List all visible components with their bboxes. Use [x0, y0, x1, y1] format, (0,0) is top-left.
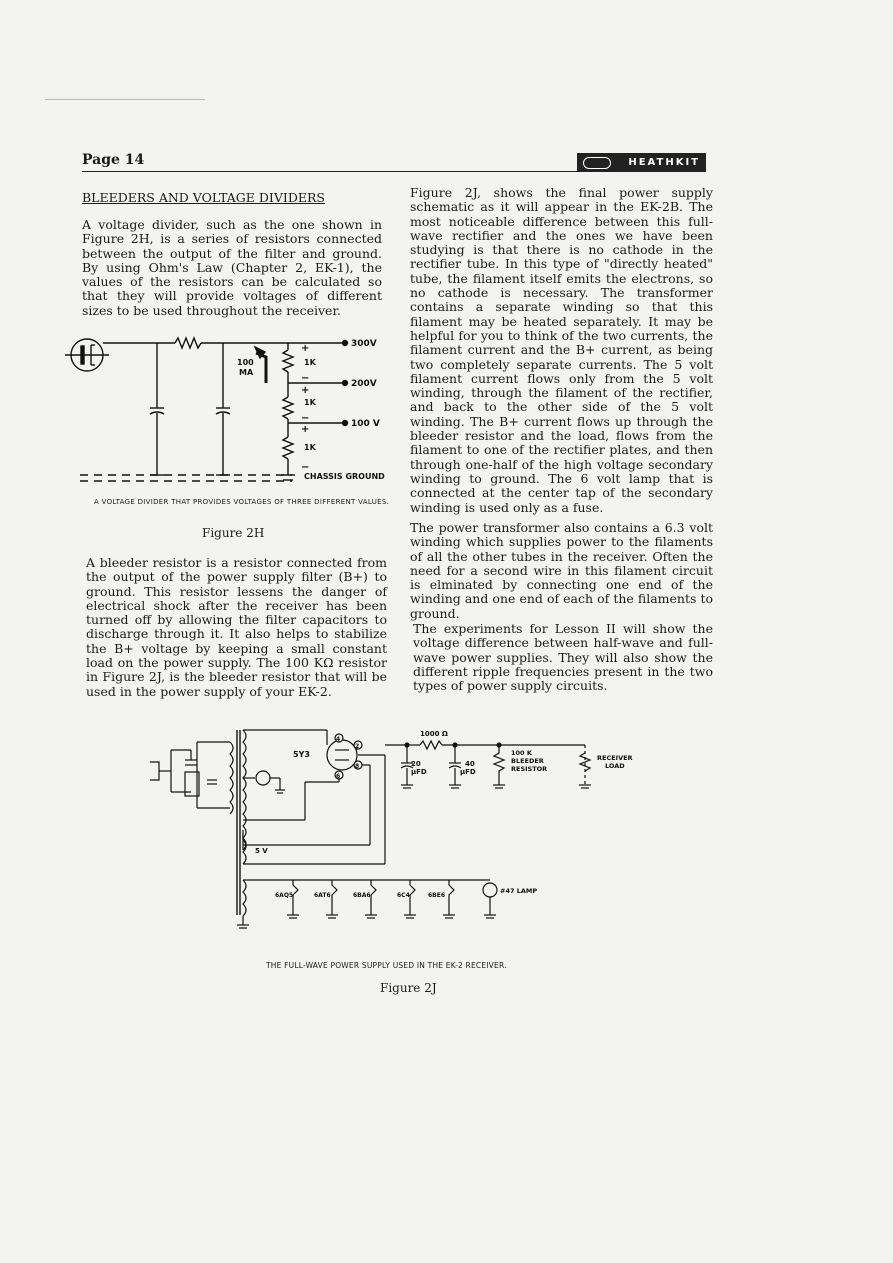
divider-resistor-2: [283, 397, 293, 419]
label-tube-6be6: 6BE6: [428, 892, 446, 899]
fuse-lamp-icon: [256, 771, 270, 785]
series-resistor: [175, 338, 201, 348]
figure-2j-schematic: [145, 720, 665, 940]
figure-2j-caption: THE FULL-WAVE POWER SUPPLY USED IN THE EK-2 RECEIVER.: [266, 961, 507, 970]
receiver-load: [580, 753, 590, 771]
polarity-minus-2: −: [301, 413, 310, 424]
label-pin8: 8: [355, 763, 360, 770]
polarity-plus-2: +: [301, 385, 310, 396]
paragraph-voltage-divider: A voltage divider, such as the one shown in Figure 2H, is a series of resistors connected between the output of the filter and ground. By using Ohm's Law (Chapter 2, EK-1), the values of the resistors can be calculated so that they will provide voltages of different sizes to be used throughout the receiver.: [82, 217, 382, 318]
label-bleeder-value: 100 K: [511, 749, 532, 757]
polarity-minus-1: −: [301, 373, 310, 384]
label-1000-ohm: 1000 Ω: [420, 730, 448, 738]
label-current-value: 100: [237, 358, 254, 367]
ac-plug-icon: [150, 762, 159, 780]
divider-resistor-3: [283, 437, 293, 459]
label-cap2-value: 40: [465, 760, 475, 768]
label-300v: 300V: [351, 339, 377, 349]
paragraph-final-schematic: Figure 2J, shows the final power supply schematic as it will appear in the EK-2B. The most noticeable difference between this full-wave rectifier and the ones we have been studying is that there is no cathode in the rectifier tube. In this type of "directly heated" tube, the filament itself emits the electrons, so no cathode is necessary. The transformer contains a separate winding so that this filament may be heated separately. It may be helpful for you to think of the two currents, the filament current and the B+ current, as being two completely separate currents. The 5 volt filament current flows only from the 5 volt winding, through the filament of the rectifier, and back to the other side of the 5 volt winding. The B+ current flows up through the bleeder resistor and the load, flows from the filament to one of the rectifier plates, and then through one-half of the high voltage secondary winding to ground. The 6 volt lamp that is connected at the center tap of the secondary winding is used only as a fuse.: [410, 185, 713, 515]
page-number: Page 14: [82, 152, 145, 168]
paragraph-power-transformer: The power transformer also contains a 6.3 volt winding which supplies power to the filaments of all the other tubes in the receiver. Often the need for a second wire in this filament circuit is elminated by connecting one end of the winding and one end of each of the filaments to ground.: [410, 520, 713, 621]
label-tube-6aq5: 6AQ5: [275, 892, 294, 899]
label-cap1-value: 20: [411, 760, 421, 768]
pilot-lamp-icon: [483, 883, 497, 897]
figure-2h-schematic: [60, 325, 395, 495]
label-pin4: 4: [336, 736, 341, 743]
label-200v: 200V: [351, 379, 377, 389]
label-bleeder-line1: BLEEDER: [511, 757, 544, 765]
header-rule: [82, 171, 582, 172]
figure-2h-title: Figure 2H: [202, 526, 265, 540]
filter-resistor: [420, 741, 442, 749]
label-5y3: 5Y3: [293, 750, 310, 759]
paragraph-experiments: The experiments for Lesson II will show the voltage difference between half-wave and full-wave power supplies. They will also show the different ripple frequencies present in the two types of power supply circuits.: [413, 621, 713, 694]
transformer-6v3-winding: [243, 880, 246, 916]
filament-chain: [287, 880, 455, 918]
figure-2j-title: Figure 2J: [380, 981, 437, 995]
label-cap2-unit: μFD: [460, 768, 476, 776]
label-r2: 1K: [304, 398, 316, 407]
label-tube-6c4: 6C4: [397, 892, 410, 899]
label-current-unit: MA: [239, 368, 254, 377]
top-margin-line: [45, 99, 205, 100]
label-load-line1: RECEIVER: [597, 754, 633, 762]
label-r1: 1K: [304, 358, 316, 367]
label-load-line2: LOAD: [605, 762, 625, 770]
label-r3: 1K: [304, 443, 316, 452]
label-chassis-ground: CHASSIS GROUND: [304, 472, 385, 481]
figure-2h-caption: A VOLTAGE DIVIDER THAT PROVIDES VOLTAGES OF THREE DIFFERENT VALUES.: [94, 498, 390, 506]
label-47-lamp: #47 LAMP: [500, 887, 538, 895]
polarity-plus-3: +: [301, 424, 310, 435]
label-pin6: 6: [336, 773, 341, 780]
paragraph-bleeder-resistor: A bleeder resistor is a resistor connected from the output of the power supply filter (B+) to ground. This resistor lessens the danger of electrical shock after the receiver has been turned off by allowing the filter capacitors to discharge through it. It also helps to stabilize the B+ voltage by keeping a small constant load on the power supply. The 100 KΩ resistor in Figure 2J, is the bleeder resistor that will be used in the power supply of your EK-2.: [86, 555, 387, 699]
label-cap1-unit: μFD: [411, 768, 427, 776]
label-5v: 5 V: [255, 847, 268, 855]
divider-resistor-1: [283, 350, 293, 372]
polarity-plus-1: +: [301, 343, 310, 354]
heathkit-logo: [577, 153, 706, 172]
label-tube-6ba6: 6BA6: [353, 892, 371, 899]
polarity-minus-3: −: [301, 462, 310, 473]
transformer-primary: [230, 742, 233, 814]
label-bleeder-line2: RESISTOR: [511, 765, 548, 773]
section-heading: BLEEDERS AND VOLTAGE DIVIDERS: [82, 190, 325, 205]
5y3-tube-symbol: [327, 740, 360, 770]
label-pin2: 2: [355, 743, 360, 750]
brand-name: HEATHKIT: [628, 157, 700, 168]
logo-emblem-icon: [583, 157, 611, 169]
bleeder-resistor: [494, 745, 504, 785]
label-100v: 100 V: [351, 419, 380, 429]
label-tube-6at6: 6AT6: [314, 892, 331, 899]
